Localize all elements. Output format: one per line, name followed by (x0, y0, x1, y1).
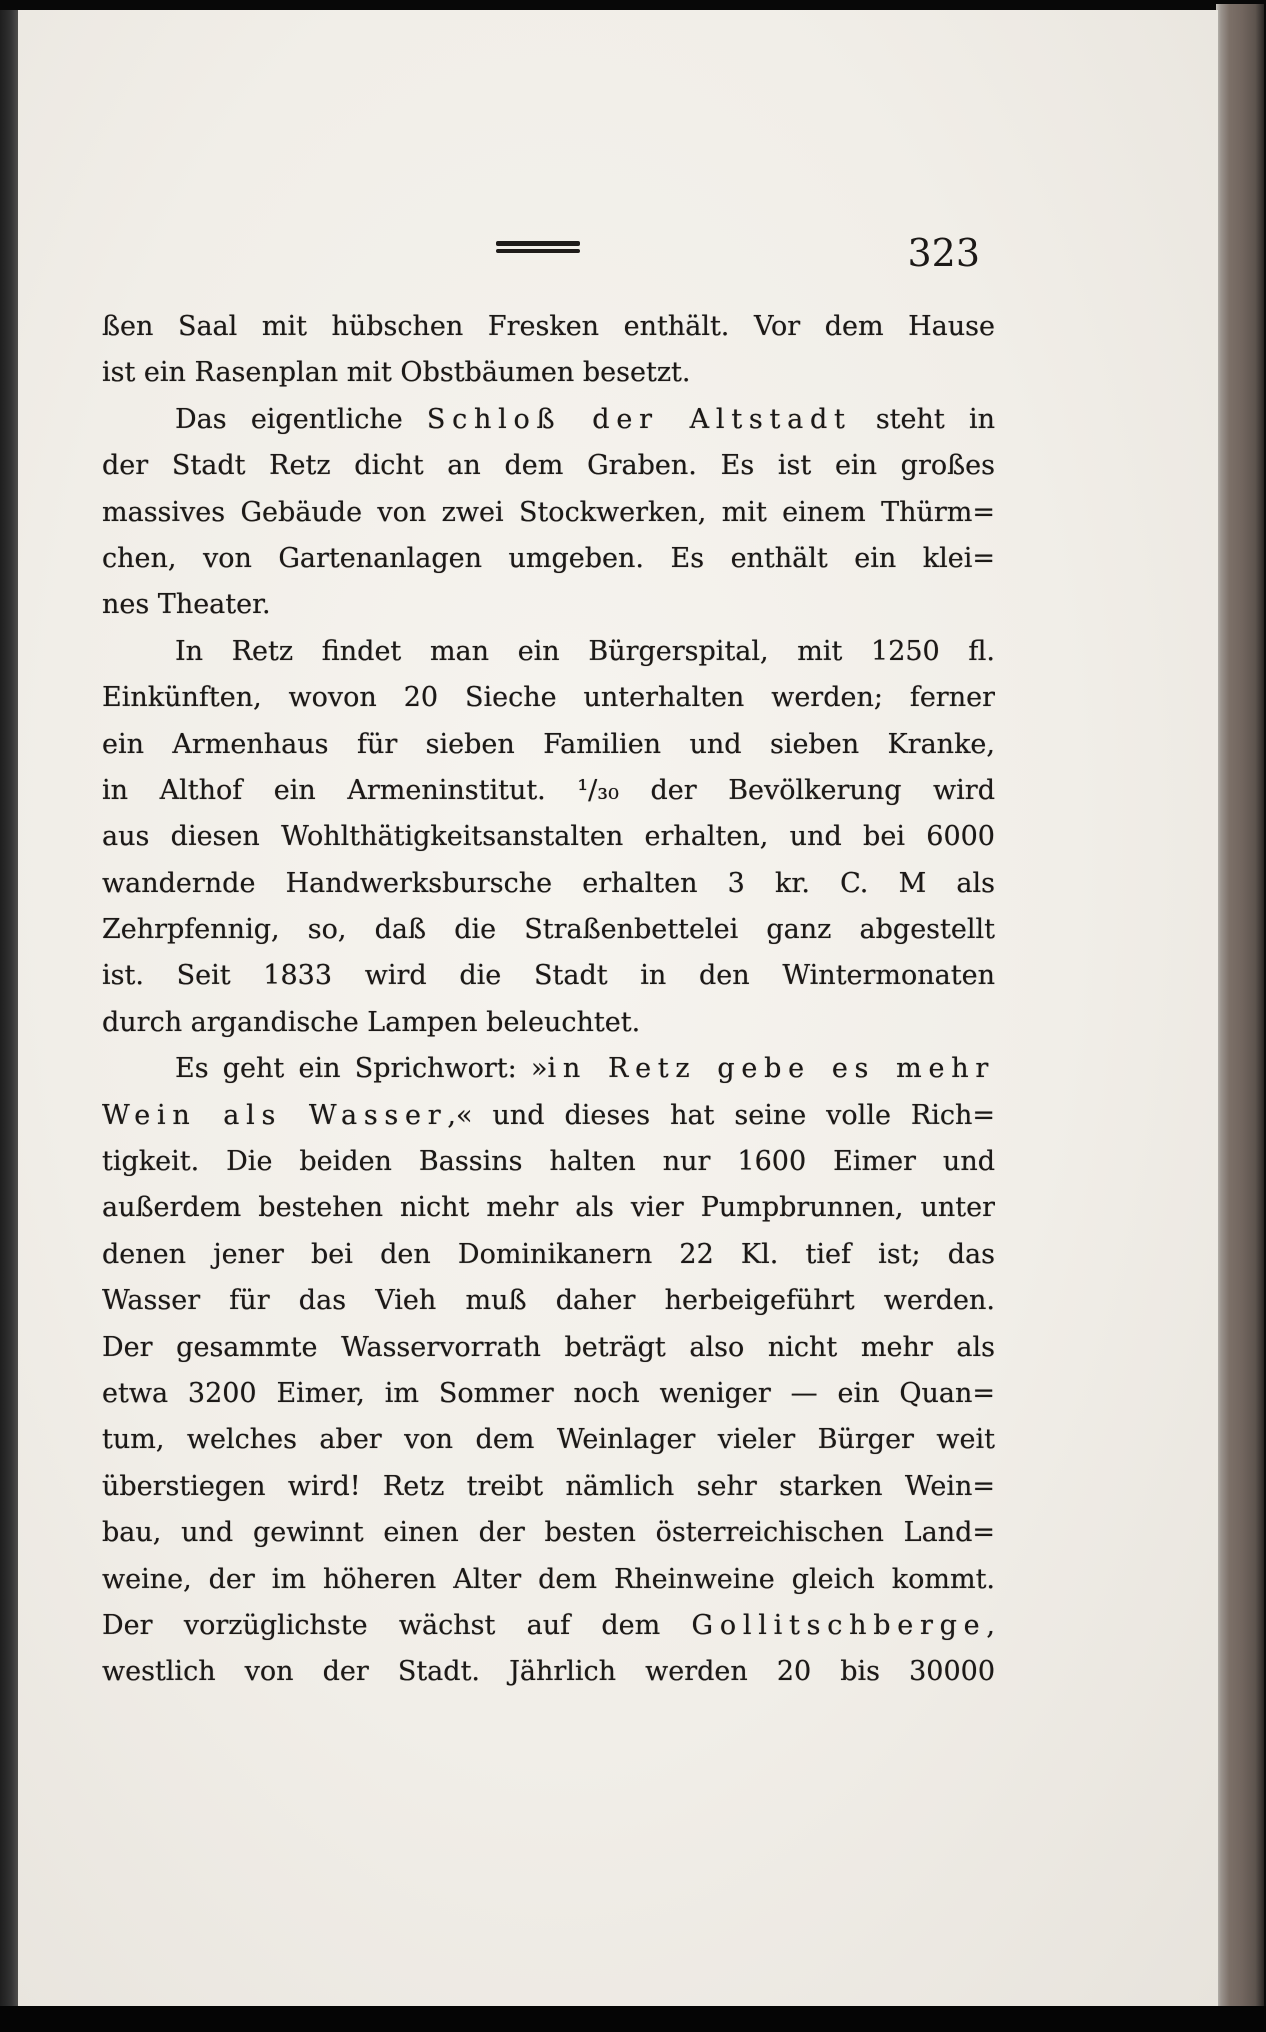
text-line (102, 1046, 995, 1092)
paragraph (102, 304, 995, 397)
page-number: 323 (907, 231, 980, 275)
double-rule-ornament (496, 241, 580, 254)
text-line (102, 1093, 995, 1139)
text-line: ist. Seit 1833 wird die Stadt in den Wintermonaten (102, 960, 995, 992)
text-line: durch argandische Lampen beleuchtet. (102, 1006, 641, 1038)
text-line: überstiegen wird! Retz treibt nämlich sehr starken Wein= (102, 1470, 995, 1502)
spaced-text: Schloß der Altstadt (426, 403, 852, 435)
text-segment: Es geht ein Sprichwort: » (175, 1053, 548, 1085)
text-line: nes Theater. (102, 589, 271, 621)
text-line: weine, der im höheren Alter dem Rheinweine gleich kommt. (102, 1563, 995, 1595)
text-line: aus diesen Wohlthätigkeitsanstalten erhalten, und bei 6000 (102, 821, 995, 853)
text-line: westlich von der Stadt. Jährlich werden 20 bis 30000 (102, 1656, 995, 1688)
text-line: tum, welches aber von dem Weinlager vieler Bürger weit (102, 1424, 995, 1456)
text-segment: Der vorzüglichste wächst auf dem (102, 1609, 692, 1641)
top-border (0, 0, 1266, 10)
text-line: ist ein Rasenplan mit Obstbäumen besetzt. (102, 357, 691, 389)
spaced-text: Gollitschberge (691, 1609, 987, 1641)
text-line: wandernde Handwerksbursche erhalten 3 kr. C. M als (102, 867, 995, 899)
text-line: In Retz findet man ein Bürgerspital, mit 1250 fl. (175, 635, 995, 667)
page-stack-edge (1216, 4, 1264, 2008)
paragraph (102, 1046, 995, 1695)
text-line: Wasser für das Vieh muß daher herbeigeführt werden. (102, 1285, 995, 1317)
text-line: Zehrpfennig, so, daß die Straßenbettelei ganz abgestellt (102, 914, 995, 946)
text-segment: steht in (851, 403, 995, 435)
text-line: der Stadt Retz dicht an dem Graben. Es ist ein großes (102, 450, 995, 482)
text-segment: Das eigentliche (175, 403, 427, 435)
text-line: Einkünften, wovon 20 Sieche unterhalten werden; ferner (102, 682, 995, 714)
spaced-text: in Retz gebe es mehr (547, 1053, 995, 1085)
book-page (18, 10, 1218, 2006)
text-line: etwa 3200 Eimer, im Sommer noch weniger — ein Quan= (102, 1377, 995, 1409)
text-block (102, 304, 995, 1696)
text-line (102, 1603, 995, 1649)
text-line: denen jener bei den Dominikanern 22 Kl. tief ist; das (102, 1238, 995, 1270)
text-line: massives Gebäude von zwei Stockwerken, mit einem Thürm= (102, 496, 995, 528)
spaced-text: Wein als Wasser (102, 1099, 448, 1131)
text-line: ßen Saal mit hübschen Fresken enthält. Vor dem Hause (102, 311, 995, 342)
text-line: bau, und gewinnt einen der besten österreichischen Land= (102, 1517, 995, 1549)
text-line (102, 397, 995, 443)
text-line: chen, von Gartenanlagen umgeben. Es enthält ein klei= (102, 542, 995, 574)
text-segment: ,« und dieses hat seine volle Rich= (447, 1099, 995, 1131)
text-line: außerdem bestehen nicht mehr als vier Pumpbrunnen, unter (102, 1192, 995, 1224)
left-border (0, 10, 20, 2006)
text-line: ein Armenhaus für sieben Familien und sieben Kranke, (102, 728, 995, 760)
paragraph (102, 629, 995, 1047)
text-segment: , (986, 1609, 995, 1641)
bottom-border (0, 2006, 1266, 2032)
text-line: in Althof ein Armeninstitut. ¹/₃₀ der Bevölkerung wird (102, 774, 995, 806)
text-line: Der gesammte Wasservorrath beträgt also nicht mehr als (102, 1331, 995, 1363)
text-line: tigkeit. Die beiden Bassins halten nur 1600 Eimer und (102, 1146, 995, 1178)
paragraph (102, 397, 995, 629)
